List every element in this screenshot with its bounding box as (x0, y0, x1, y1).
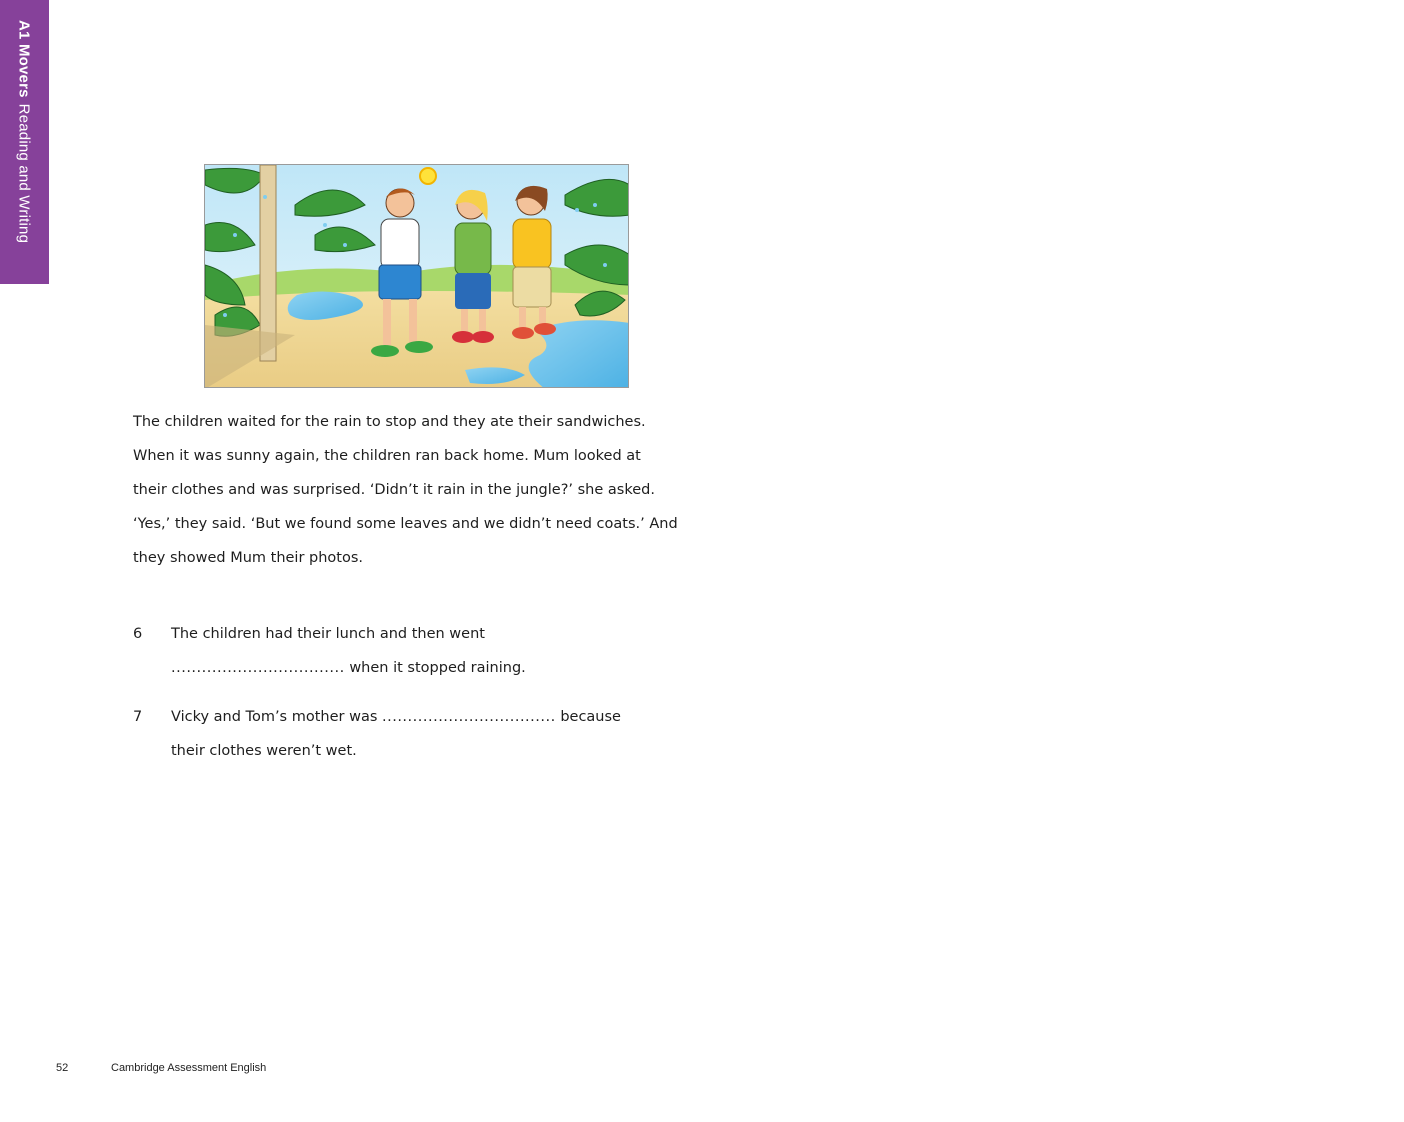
story-text (133, 405, 713, 575)
answer-blank[interactable]: .................................. (171, 660, 345, 676)
question-number: 7 (133, 709, 143, 725)
story-line: they showed Mum their photos. (133, 550, 364, 566)
question-line (171, 700, 731, 734)
question-line: their clothes weren’t wet. (171, 743, 357, 759)
side-tab-section: Reading and Writing (15, 103, 33, 244)
side-tab-level: A1 Movers (15, 20, 33, 98)
story-line: The children waited for the rain to stop and they ate their sandwiches. (133, 414, 646, 430)
side-tab-title (16, 20, 33, 243)
page-number: 52 (56, 1062, 69, 1074)
question-line (171, 651, 731, 685)
story-line: When it was sunny again, the children ran back home. Mum looked at (133, 448, 641, 464)
question-line: The children had their lunch and then went (171, 626, 485, 642)
question-line-start: Vicky and Tom’s mother was (171, 709, 382, 725)
question-line-rest: when it stopped raining. (344, 660, 526, 676)
question-line-rest: because (555, 709, 621, 725)
question-number: 6 (133, 626, 143, 642)
story-line: ‘Yes,’ they said. ‘But we found some leaves and we didn’t need coats.’ And (133, 516, 678, 532)
answer-blank[interactable]: .................................. (382, 709, 556, 725)
story-illustration (204, 164, 629, 388)
story-line: their clothes and was surprised. ‘Didn’t it rain in the jungle?’ she asked. (133, 482, 655, 498)
publisher-name: Cambridge Assessment English (111, 1062, 267, 1074)
side-tab (0, 0, 49, 284)
question-text (171, 700, 731, 768)
children-walking-illustration (205, 165, 629, 388)
question-text (171, 617, 731, 685)
